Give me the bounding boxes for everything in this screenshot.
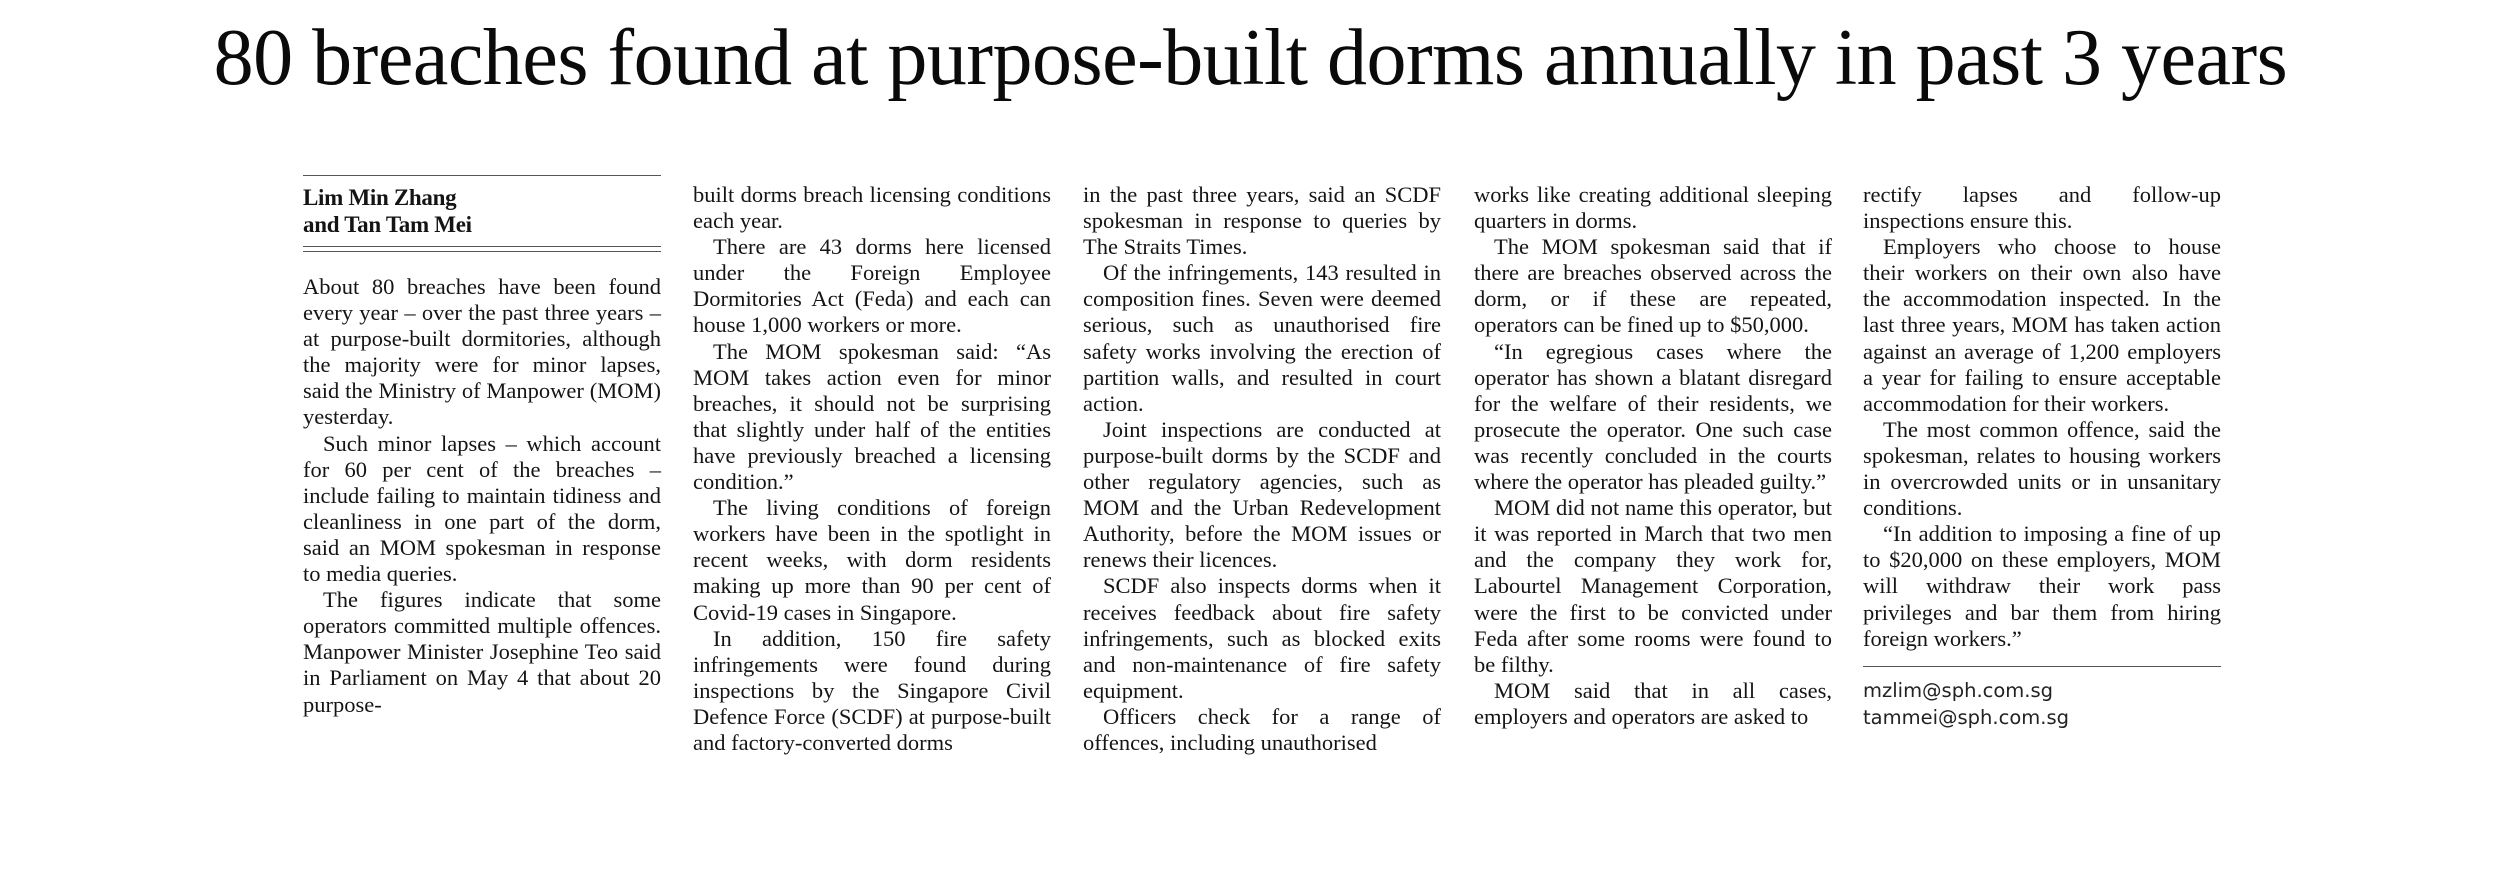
byline-bottom-rule [303, 246, 661, 252]
paragraph: Employers who choose to house their workers on their own also have the accommodation inspected. In the last three years, MOM has taken action against an average of 1,200 employers a year for failing to ensure acceptable accommodation for their workers. [1863, 234, 2221, 416]
paragraph: Of the infringements, 143 resulted in composition fines. Seven were deemed serious, such as unauthorised fire safety works involving the erection of partition walls, and resulted in court action. [1083, 260, 1441, 416]
paragraph: MOM said that in all cases, employers and operators are asked to [1474, 677, 1832, 729]
paragraph: The most common offence, said the spokesman, relates to housing workers in overcrowded units or in unsanitary conditions. [1863, 416, 2221, 521]
paragraph: “In egregious cases where the operator has shown a blatant disregard for the welfare of their residents, we prosecute the operator. One such case was recently concluded in the courts where the operator has pleaded guilty.” [1474, 338, 1832, 495]
paragraph: There are 43 dorms here licensed under the Foreign Employee Dormitories Act (Feda) and each can house 1,000 workers or more. [693, 234, 1051, 338]
paragraph: The figures indicate that some operators committed multiple offences. Manpower Minister Josephine Teo said in Parliament on May 4 that about 20 purpose- [303, 587, 661, 717]
paragraph: About 80 breaches have been found every year – over the past three years – at purpose-built dormitories, although the majority were for minor lapses, said the Ministry of Manpower (MOM) yesterday. [303, 274, 661, 430]
article-column-2 [693, 182, 1051, 756]
author-email-1[interactable]: mzlim@sph.com.sg [1863, 678, 2054, 702]
byline-author-2: and Tan Tam Mei [303, 212, 472, 237]
paragraph: works like creating additional sleeping quarters in dorms. [1474, 182, 1832, 234]
paragraph: in the past three years, said an SCDF spokesman in response to queries by The Straits Times. [1083, 182, 1441, 260]
paragraph: MOM did not name this operator, but it was reported in March that two men and the company they work for, Labourtel Management Corporation, were the first to be convicted under Feda after some rooms were found to be filthy. [1474, 495, 1832, 677]
paragraph: The MOM spokesman said that if there are breaches observed across the dorm, or if these are repeated, operators can be fined up to $50,000. [1474, 234, 1832, 338]
author-email-2[interactable]: tammei@sph.com.sg [1863, 705, 2069, 729]
headline: 80 breaches found at purpose-built dorms annually in past 3 years [213, 14, 2288, 102]
article-column-1 [303, 175, 661, 718]
signature-rule [1863, 666, 2221, 667]
paragraph: Such minor lapses – which account for 60 per cent of the breaches – include failing to maintain tidiness and cleanliness in one part of the dorm, said an MOM spokesman in response to media queries. [303, 430, 661, 587]
paragraph: In addition, 150 fire safety infringements were found during inspections by the Singapore Civil Defence Force (SCDF) at purpose-built and factory-converted dorms [693, 625, 1051, 755]
paragraph: “In addition to imposing a fine of up to $20,000 on these employers, MOM will withdraw their work pass privileges and bar them from hiring foreign workers.” [1863, 521, 2221, 651]
byline-top-rule [303, 175, 661, 176]
byline [303, 184, 661, 238]
paragraph: Officers check for a range of offences, including unauthorised [1083, 703, 1441, 755]
article-column-5 [1863, 182, 2221, 731]
article-column-3 [1083, 182, 1441, 756]
paragraph: The MOM spokesman said: “As MOM takes action even for minor breaches, it should not be surprising that slightly under half of the entities have previously breached a licensing condition.” [693, 338, 1051, 495]
paragraph: SCDF also inspects dorms when it receives feedback about fire safety infringements, such as blocked exits and non-maintenance of fire safety equipment. [1083, 573, 1441, 703]
byline-author-1: Lim Min Zhang [303, 185, 457, 210]
article-column-4 [1474, 182, 1832, 730]
paragraph: built dorms breach licensing conditions each year. [693, 182, 1051, 234]
paragraph: Joint inspections are conducted at purpose-built dorms by the SCDF and other regulatory agencies, such as MOM and the Urban Redevelopment Authority, before the MOM issues or renews their licences. [1083, 416, 1441, 573]
paragraph: rectify lapses and follow-up inspections ensure this. [1863, 182, 2221, 234]
paragraph: The living conditions of foreign workers have been in the spotlight in recent weeks, with dorm residents making up more than 90 per cent of Covid-19 cases in Singapore. [693, 495, 1051, 625]
